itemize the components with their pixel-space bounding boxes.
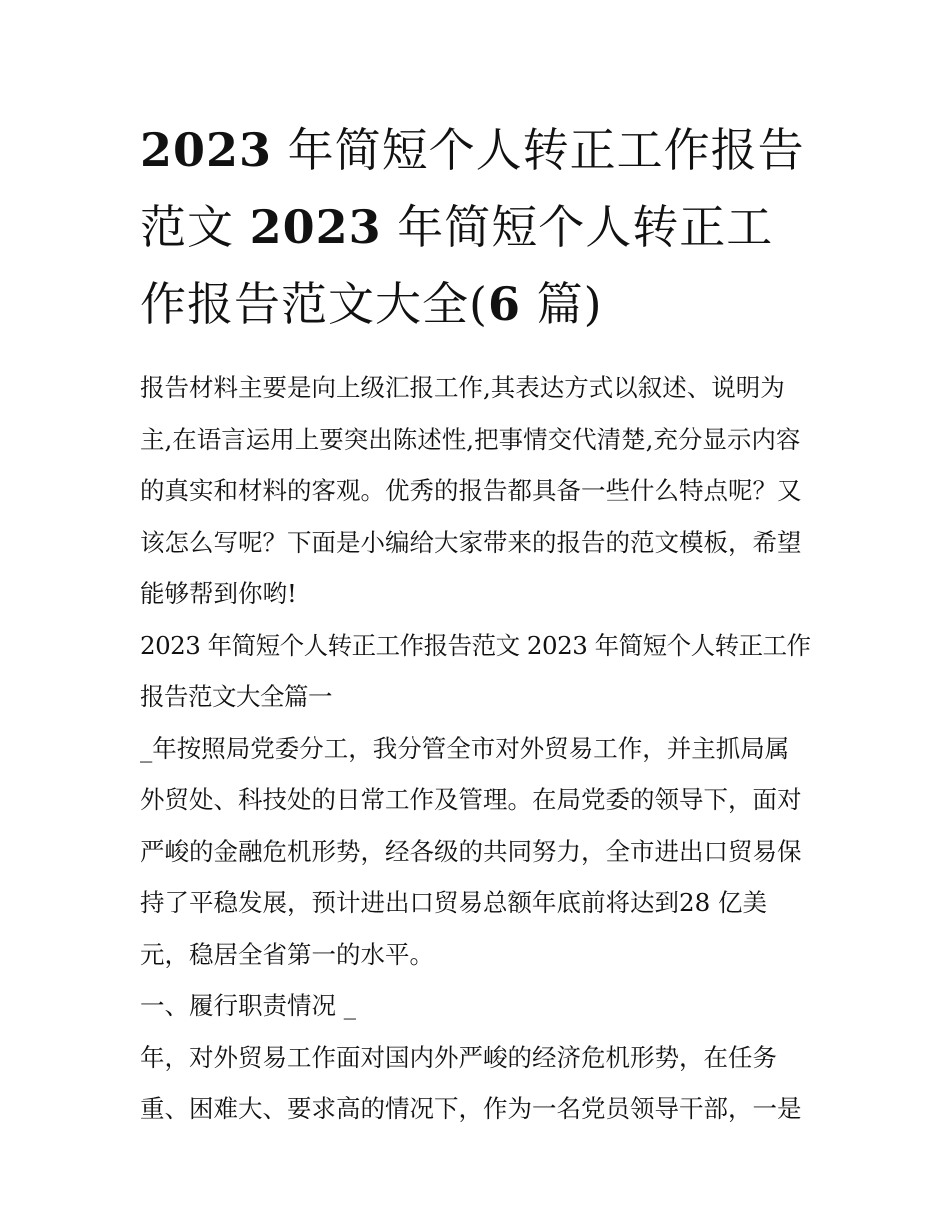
text-line: 持了平稳发展，预计进出口贸易总额年底前将达到28 亿美 xyxy=(140,888,767,917)
text-line: 严峻的金融危机形势，经各级的共同努力，全市进出口贸易保 xyxy=(140,836,802,866)
text-line: 的真实和材料的客观。优秀的报告都具备一些什么特点呢？又 xyxy=(140,476,802,505)
intro-paragraph xyxy=(140,362,812,620)
title-line-2: 范文 2023 年简短个人转正工 xyxy=(140,200,774,254)
body-paragraph-2 xyxy=(140,1032,812,1135)
text-line: 外贸处、科技处的日常工作及管理。在局党委的领导下，面对 xyxy=(140,785,802,814)
text-line: _年按照局党委分工，我分管全市对外贸易工作，并主抓局属 xyxy=(140,733,790,763)
text-line: 报告材料主要是向上级汇报工作,其表达方式以叙述、说明为 xyxy=(140,373,785,402)
text-line: 元，稳居全省第一的水平。 xyxy=(140,939,434,969)
text-line: 主,在语言运用上要突出陈述性,把事情交代清楚,充分显示内容 xyxy=(140,424,801,454)
text-line: 重、困难大、要求高的情况下，作为一名党员领导干部，一是 xyxy=(140,1094,802,1123)
text-line: 年，对外贸易工作面对国内外严峻的经济危机形势，在任务 xyxy=(140,1042,777,1072)
text-line: 该怎么写呢？下面是小编给大家带来的报告的范文模板，希望 xyxy=(140,527,802,557)
document-title xyxy=(140,112,812,343)
body-paragraph-1 xyxy=(140,723,812,981)
subheading-duties xyxy=(140,980,812,1032)
title-line-3: 作报告范文大全(6 篇) xyxy=(140,277,603,331)
text-line: 报告范文大全篇一 xyxy=(140,682,332,711)
document-content xyxy=(140,112,812,1135)
section-heading xyxy=(140,620,812,723)
text-line: 能够帮到你哟! xyxy=(140,579,297,608)
text-line: 2023 年简短个人转正工作报告范文 2023 年简短个人转正工作 xyxy=(140,630,811,660)
text-line: 一、履行职责情况 _ xyxy=(140,991,357,1020)
title-line-1: 2023 年简短个人转正工作报告 xyxy=(140,123,805,177)
